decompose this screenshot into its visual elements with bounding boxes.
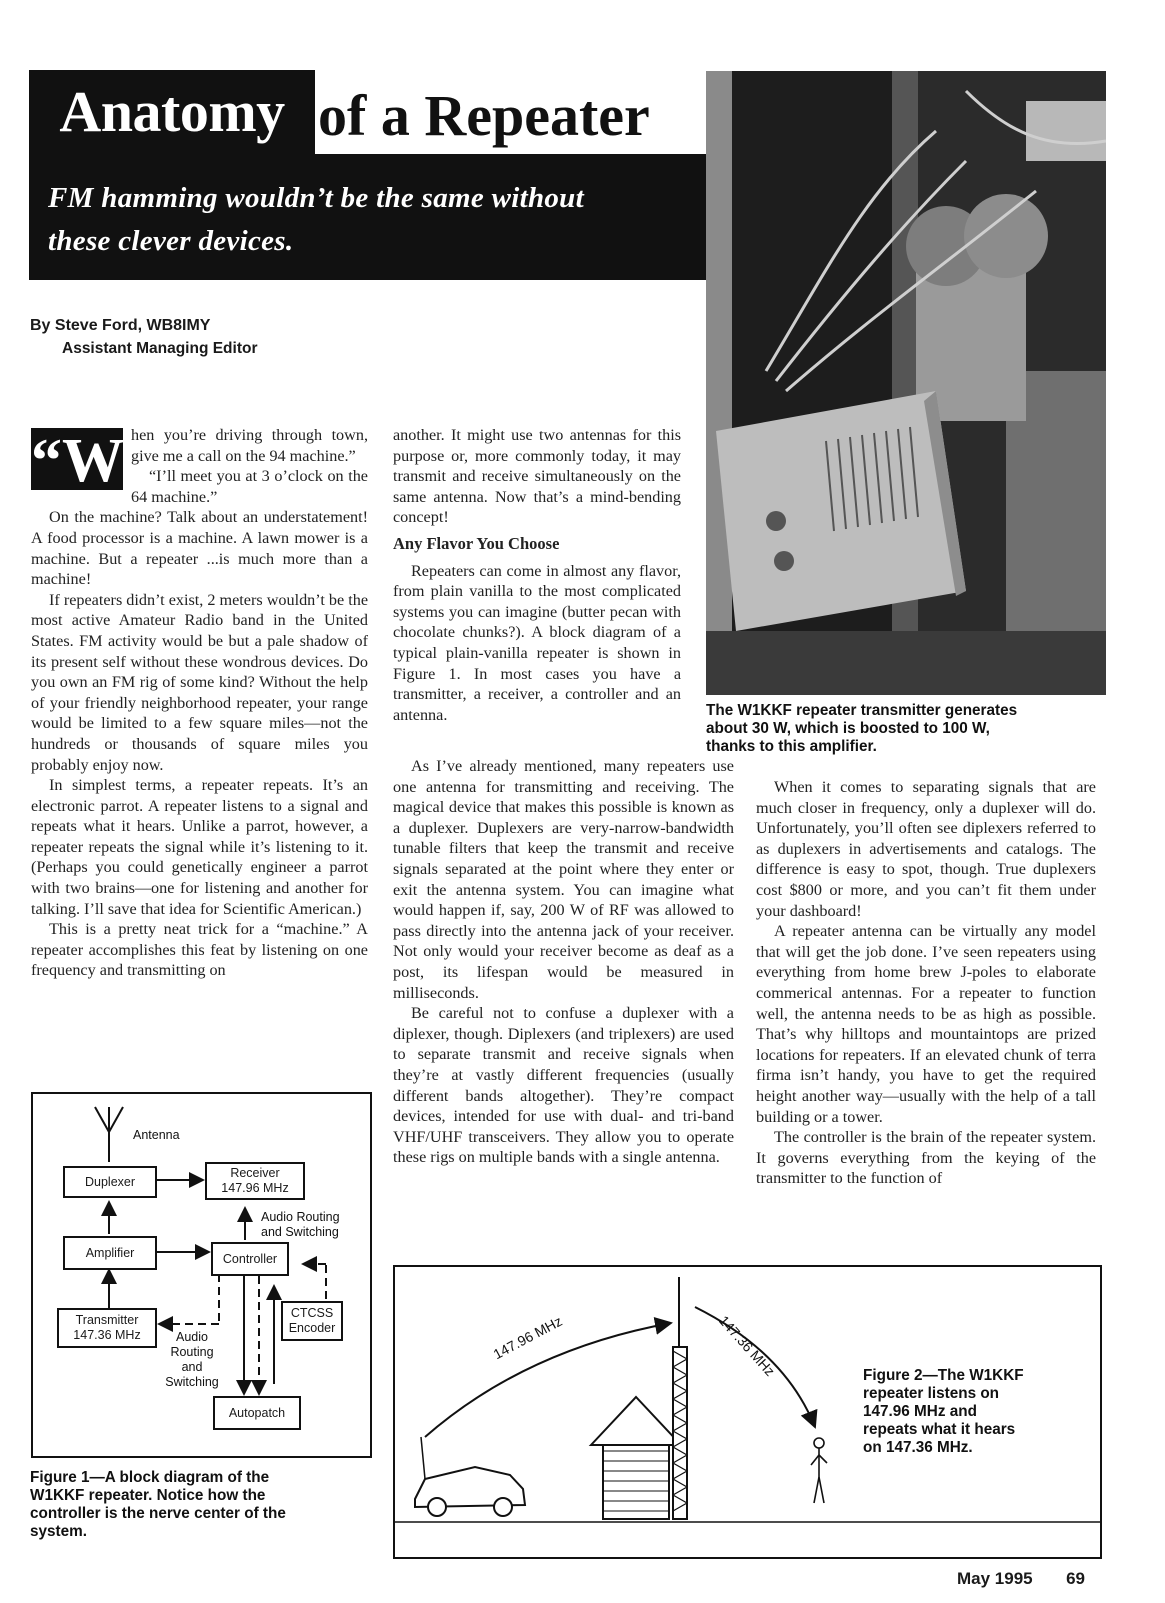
article-column-2-bottom: [393, 756, 734, 1168]
figure-1-caption-line-1: Figure 1—A block diagram of the: [30, 1469, 270, 1486]
figure-1-caption-line-3: controller is the nerve center of the: [30, 1505, 286, 1522]
receiver-block: [205, 1162, 305, 1200]
article-paragraph: “I’ll meet you at 3 o’clock on the 64 machine.”: [131, 467, 368, 506]
encoder-label: Encoder: [288, 1321, 336, 1335]
audio-routing-left-label: [161, 1330, 223, 1390]
audio-routing-top-label: [261, 1210, 340, 1240]
figure-2-illustration: [393, 1265, 1102, 1559]
transmitter-label: Transmitter: [75, 1313, 139, 1327]
controller-block: [211, 1242, 289, 1276]
building-icon: [591, 1397, 681, 1519]
amplifier-photo: [706, 71, 1106, 695]
issue-date: May 1995: [957, 1569, 1033, 1588]
figure-2-caption-line-5: on 147.36 MHz.: [863, 1439, 973, 1456]
article-column-1: [31, 425, 368, 981]
figure-1-caption: [30, 1469, 286, 1541]
uplink-frequency-label: 147.96 MHz: [490, 1312, 565, 1363]
audio-routing-left-line-4: Switching: [165, 1375, 219, 1389]
figure-1-caption-line-2: W1KKF repeater. Notice how the: [30, 1487, 266, 1504]
subtitle-line-1: FM hamming wouldn’t be the same without: [48, 182, 584, 214]
article-paragraph: Be careful not to confuse a duplexer with a diplexer, though. Diplexers (and triplexers) are used to separate transmit and receive signals when they’re at vastly different frequencies (usually different bands altogether). They’re compact devices, intended for use with dual- and tri-band VHF/UHF transceivers. They allow you to operate these rigs on multiple bands with a single antenna.: [393, 1004, 734, 1167]
subtitle-line-2: these clever devices.: [48, 225, 294, 257]
article-paragraph: The controller is the brain of the repeater system. It governs everything from the keying of the transmitter to the function of: [756, 1128, 1096, 1188]
receiver-frequency: 147.96 MHz: [221, 1181, 289, 1195]
article-paragraph: On the machine? Talk about an understatement! A food processor is a machine. A lawn mower is a machine. But a repeater ...is much more than a machine!: [31, 508, 368, 589]
article-column-2-top: [393, 425, 681, 725]
section-heading: Any Flavor You Choose: [393, 533, 560, 553]
photo-caption-line-3: thanks to this amplifier.: [706, 738, 877, 755]
article-paragraph: In simplest terms, a repeater repeats. It’s an electronic parrot. A repeater listens to a signal and repeats what it hears. Unlike a parrot, however, a repeater repeats the signal while it’s listening to it. (Perhaps you could genetically engineer a parrot with two brains—one for listening and another for talking. I’ll save that idea for Scientific American.): [31, 776, 368, 918]
audio-routing-left-line-2: Routing: [170, 1345, 214, 1359]
article-paragraph: As I’ve already mentioned, many repeaters use one antenna for transmitting and receiving. The magical device that makes this possible is known as a duplexer. Duplexers are very-narrow-bandwidth tunable filters that keep the transmit and receive signals separated at the point where they enter or exit the antenna system. You can imagine what would happen if, say, 200 W of RF was allowed to pass directly into the antenna jack of your receiver. Not only would your receiver become as deaf as a post, its lifespan would be measured in milliseconds.: [393, 757, 734, 1002]
audio-routing-left-line-1: Audio: [176, 1330, 208, 1344]
autopatch-label: Autopatch: [228, 1405, 286, 1420]
byline-role: Assistant Managing Editor: [62, 340, 258, 357]
amplifier-label: Amplifier: [85, 1245, 135, 1260]
ctcss-label: CTCSS: [290, 1306, 334, 1320]
byline: [30, 314, 258, 360]
receiver-label: Receiver: [230, 1166, 280, 1180]
page-number: 69: [1066, 1569, 1086, 1588]
audio-routing-left-line-3: and: [181, 1360, 203, 1374]
downlink-frequency-label: 147.36 MHz: [715, 1312, 779, 1380]
tower-icon: [673, 1277, 687, 1519]
figure-2-caption: [863, 1367, 1024, 1457]
photo-caption-line-1: The W1KKF repeater transmitter generates: [706, 702, 1018, 719]
amplifier-block: [63, 1236, 157, 1270]
audio-routing-top-line-1: Audio Routing: [261, 1210, 340, 1224]
title-anatomy: Anatomy: [29, 70, 315, 154]
article-paragraph: Repeaters can come in almost any flavor, from plain vanilla to the most complicated systems you can imagine (butter pecan with chocolate chunks?). A block diagram of a typical plain-vanilla repeater is shown in Figure 1. In most cases you have a transmitter, a receiver, a controller and an antenna.: [393, 561, 681, 724]
autopatch-block: [213, 1396, 301, 1430]
figure-1-block-diagram: [31, 1092, 372, 1458]
ctcss-encoder-block: [281, 1301, 343, 1341]
transmitter-frequency: 147.36 MHz: [73, 1328, 141, 1342]
photo-caption: [706, 702, 1017, 756]
article-column-3: [756, 777, 1096, 1189]
page-footer: [957, 1569, 1085, 1589]
figure-1-connectors: [33, 1094, 370, 1456]
subtitle: [48, 177, 718, 263]
article-paragraph: This is a pretty neat trick for a “machine.” A repeater accomplishes this feat by listening on one frequency and transmitting on: [31, 920, 368, 980]
byline-author: By Steve Ford, WB8IMY: [30, 317, 211, 334]
figure-2-caption-line-3: 147.96 MHz and: [863, 1403, 977, 1420]
figure-2-caption-line-1: Figure 2—The W1KKF: [863, 1367, 1024, 1384]
article-paragraph: A repeater antenna can be virtually any model that will get the job done. I’ve seen repeaters using everything from home brew J-poles to elaborate commerical antennas. For a repeater to function well, the antenna needs to be as high as possible. That’s why hilltops and mountaintops are prized locations for repeaters. If an elevated chunk of terra firma isn’t handy, you have to get the required height another way—usually with the help of a tall building or a tower.: [756, 922, 1096, 1126]
antenna-label: Antenna: [133, 1128, 180, 1142]
article-paragraph: When it comes to separating signals that are much closer in frequency, only a duplexer will do. Unfortunately, you’ll often see diplexers referred to as duplexers in advertisements and catalogs. The difference is easy to spot, though. True duplexers cost $800 or more, and you can’t fit them under your dashboard!: [756, 778, 1096, 920]
drop-cap: “W: [31, 427, 124, 495]
controller-label: Controller: [222, 1251, 278, 1266]
figure-2-caption-line-4: repeats what it hears: [863, 1421, 1016, 1438]
figure-1-caption-line-4: system.: [30, 1523, 87, 1540]
photo-caption-line-2: about 30 W, which is boosted to 100 W,: [706, 720, 990, 737]
duplexer-block: [63, 1166, 157, 1198]
article-paragraph: If repeaters didn’t exist, 2 meters wouldn’t be the most active Amateur Radio band in the United States. FM activity would be but a pale shadow of its present self without these wondrous devices. Do you own an FM rig of some kind? Without the help of your friendly neighborhood repeater, your range would be limited to a few square miles—not the hundreds or thousands of square miles you probably enjoy now.: [31, 590, 369, 774]
duplexer-label: Duplexer: [84, 1174, 136, 1189]
audio-routing-top-line-2: and Switching: [261, 1225, 339, 1239]
title-of-a-repeater: of a Repeater: [318, 83, 650, 148]
car-icon: [415, 1437, 525, 1516]
person-icon: [811, 1438, 827, 1503]
article-paragraph: hen you’re driving through town, give me a call on the 94 machine.”: [131, 426, 368, 465]
figure-2-caption-line-2: repeater listens on: [863, 1385, 1000, 1402]
article-paragraph: another. It might use two antennas for this purpose or, more commonly today, it may transmit and receive simultaneously on the same antenna. Now that’s a mind-bending concept!: [393, 426, 681, 527]
transmitter-block: [57, 1308, 157, 1348]
